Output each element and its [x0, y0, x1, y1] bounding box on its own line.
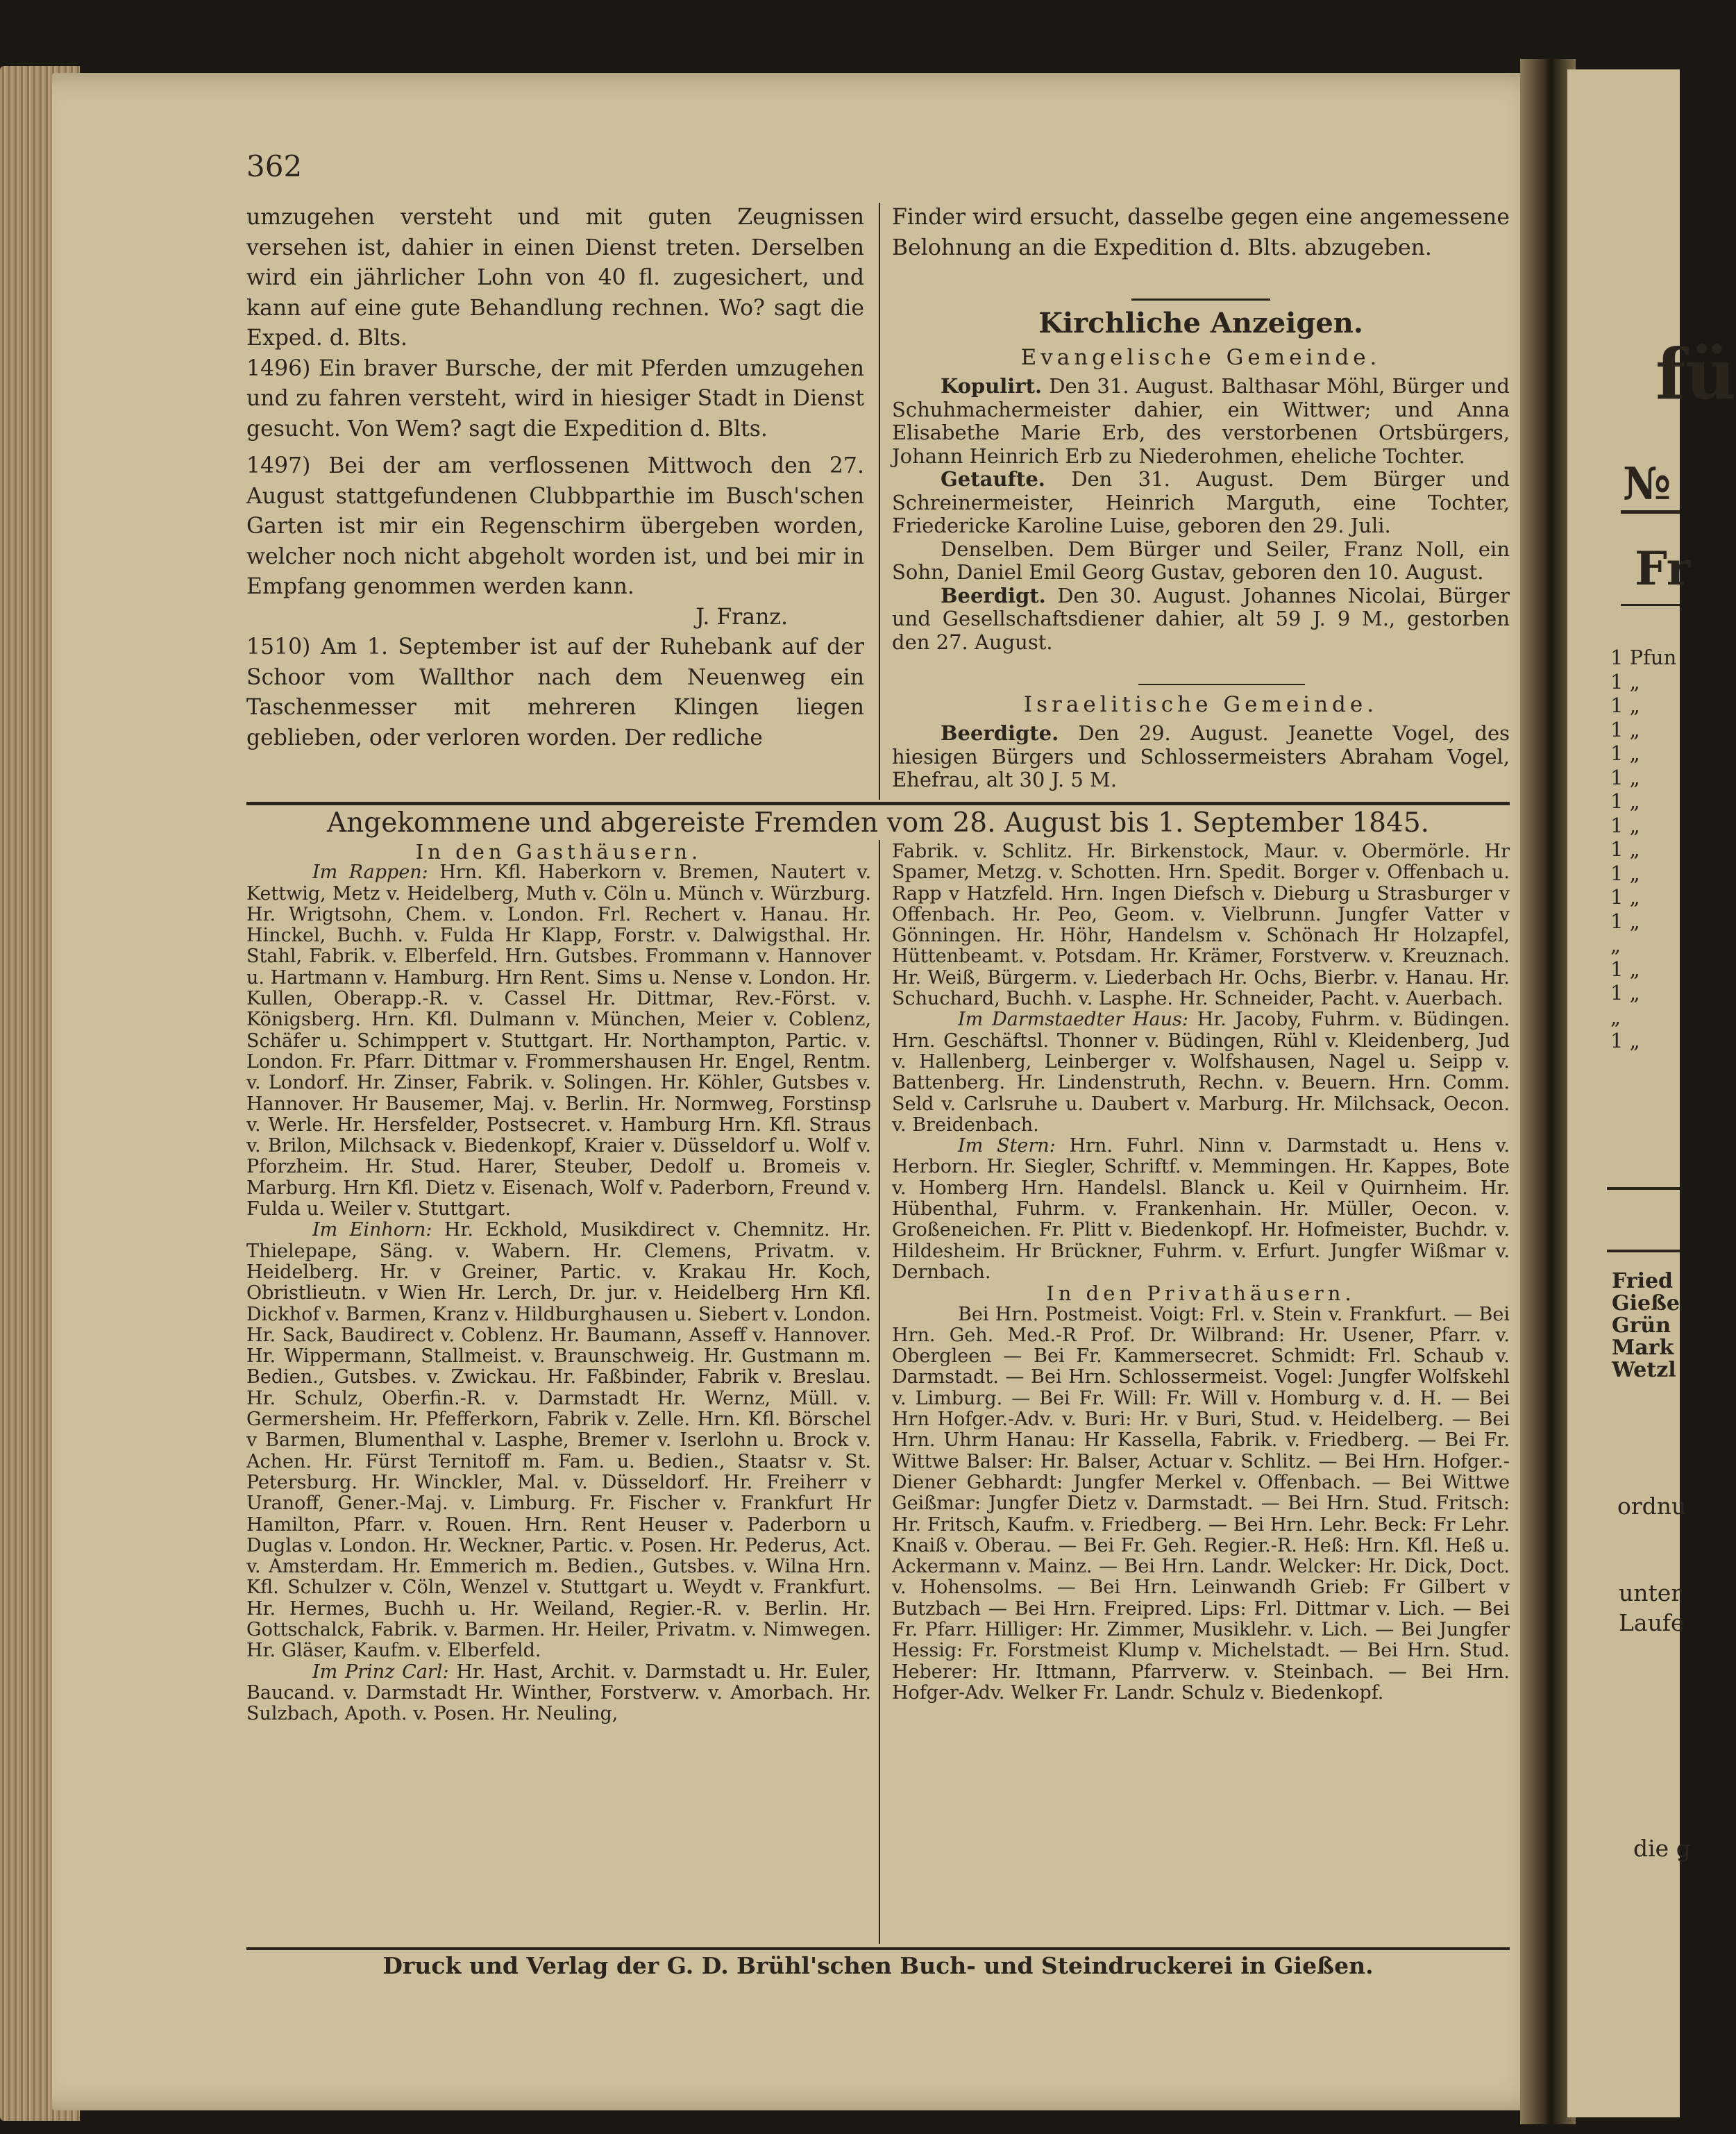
next-page-head1: fü	[1655, 333, 1736, 415]
next-page-rule4	[1607, 1250, 1680, 1252]
strangers-title: Angekommene und abgereiste Fremden vom 28. August bis 1. September 1845.	[326, 807, 1430, 839]
column-divider	[879, 203, 880, 800]
evangelical-heading: Evangelische Gemeinde.	[1020, 345, 1381, 370]
name-item: Fried	[1612, 1269, 1674, 1293]
church-title: Kirchliche Anzeigen.	[1038, 307, 1363, 339]
list-item: 1 „	[1610, 885, 1640, 909]
beerdigte-text: Den 29. August. Jeanette Vogel, des hiesigen Bürgers und Schlossermeisters Abraham Vogel, Ehefrau, alt 30 J. 5 M.	[892, 721, 1510, 791]
next-page-head2: №	[1623, 458, 1671, 510]
next-page-rule1	[1621, 510, 1680, 514]
stern-label: Im Stern:	[958, 1135, 1056, 1157]
name-item: Grün	[1612, 1313, 1671, 1338]
footer-rule	[246, 1947, 1510, 1950]
rappen-label: Im Rappen:	[312, 862, 428, 884]
next-page-word2: unter	[1619, 1579, 1683, 1606]
next-page-word4: die g	[1633, 1835, 1691, 1862]
getaufte-text: Den 31. August. Dem Bürger und Schreinermeister, Heinrich Marguth, eine Tochter, Friedericke Karoline Luise, geboren den 29. Juli.	[892, 467, 1510, 537]
darmstaedter-text: Hr. Jacoby, Fuhrm. v. Büdingen. Hrn. Geschäftsl. Thonner v. Büdingen, Rühl v. Kleidenberg, Jud v. Hallenberg, Leinberger v. Wolfshausen, Nagel u. Seipp v. Battenberg. Hr. Lindenstruth, Rechn. v. Beuern. Hrn. Comm. Seld v. Carlsruhe u. Daubert v. Marburg. Hr. Milchsack, Oecon. v. Breidenbach.	[892, 1009, 1510, 1136]
church-notices	[892, 375, 1510, 654]
column-divider-lower	[879, 840, 880, 1944]
list-item: 1 „	[1610, 981, 1640, 1005]
list-item: 1 „	[1610, 1029, 1640, 1052]
name-item: Mark	[1612, 1336, 1674, 1360]
kopulirt-text: Den 31. August. Balthasar Möhl, Bürger und Schuhmachermeister dahier, ein Wittwer; und Anna Elisabethe Marie Erb, des verstorbenen Ortsbürgers, Johann Heinrich Erb zu Niederohmen, eheliche Tochter.	[892, 374, 1510, 468]
denselben-text: Denselben. Dem Bürger und Seiler, Franz Noll, ein Sohn, Daniel Emil Georg Gustav, geboren den 10. August.	[892, 537, 1510, 584]
rappen-text: Hrn. Kfl. Haberkorn v. Bremen, Nautert v. Kettwig, Metz v. Heidelberg, Muth v. Cöln u. Münch v. Würzburg. Hr. Wrigtsohn, Chem. v. London. Frl. Rechert v. Hanau. Hr. Hinckel, Buchh. v. Fulda Hr Klapp, Forstr. v. Dalwigsthal. Hr. Stahl, Fabrik. v. Elberfeld. Hrn. Gutsbes. Frommann v. Hannover u. Hartmann v. Hamburg. Hrn Rent. Sims u. Nense v. London. Hr. Kullen, Oberapp.-R. v. Cassel Hr. Dittmar, Rev.-Först. v. Königsberg. Hrn. Kfl. Dulmann v. München, Meier v. Coblenz, Schäfer u. Schimppert v. Stuttgart. Hr. Northampton, Partic. v. London. Fr. Pfarr. Dittmar v. Frommershausen Hr. Engel, Rentm. v. Londorf. Hr. Zinser, Fabrik. v. Solingen. Hr. Köhler, Gutsbes v. Hannover. Hr Bausemer, Maj. v. Berlin. Hr. Normweg, Forstinsp v. Werle. Hr. Hersfelder, Postsecret. v. Hamburg Hrn. Kfl. Straus v. Brilon, Milchsack v. Biedenkopf, Kraier v. Düsseldorf u. Wolf v. Pforzheim. Hr. Stud. Harer, Steuber, Dedolf u. Bromeis v. Marburg. Hrn Kfl. Dietz v. Eisenach, Wolf v. Paderborn, Freund v. Fulda u. Weiler v. Stuttgart.	[246, 862, 871, 1220]
list-item: 1 „	[1610, 694, 1640, 717]
finder-text: Finder wird ersucht, dasselbe gegen eine angemessene Belohnung an die Expedition d. Blts. abzugeben.	[892, 205, 1510, 260]
darmstaedter-label: Im Darmstaedter Haus:	[958, 1009, 1188, 1031]
ad-1510: 1510) Am 1. September ist auf der Ruhebank auf der Schoor vom Wallthor nach dem Neuenweg ein Taschenmesser mit mehreren Klingen liegen geblieben, oder verloren worden. Der redliche	[246, 635, 864, 750]
imprint: Druck und Verlag der G. D. Brühl'schen Buch- und Steindruckerei in Gießen.	[382, 1952, 1374, 1979]
left-column	[246, 203, 864, 753]
list-item: 1 „	[1610, 765, 1640, 789]
list-item: 1 „	[1610, 789, 1640, 813]
list-item: 1 „	[1610, 861, 1640, 885]
name-item: Gieße	[1612, 1291, 1680, 1316]
prinz-carl-text: Hr. Hast, Archit. v. Darmstadt u. Hr. Euler, Baucand. v. Darmstadt Hr. Winther, Forstverw. v. Amorbach. Hr. Sulzbach, Apoth. v. Posen. Hr. Neuling,	[246, 1661, 871, 1725]
gasthaeuser-heading: In den Gasthäusern.	[415, 840, 702, 864]
next-page-word1: ordnu	[1617, 1493, 1687, 1520]
list-item: 1 „	[1610, 909, 1640, 933]
page-number: 362	[246, 149, 303, 183]
ad-1497: 1497) Bei der am verflossenen Mittwoch den 27. August stattgefundenen Clubbparthie im Busch'schen Garten ist mir ein Regenschirm übergeben worden, welcher noch nicht abgeholt worden ist, und bei mir in Empfang genommen werden kann.	[246, 453, 864, 599]
list-item: 1 „	[1610, 669, 1640, 694]
section-rule	[1131, 299, 1270, 301]
next-page-head3: Fr	[1635, 541, 1691, 596]
privat-text: Bei Hrn. Postmeist. Voigt: Frl. v. Stein v. Frankfurt. — Bei Hrn. Geh. Med.-R Prof. Dr. Wilbrand: Hr. Usener, Pfarr. v. Obergleen — Bei Fr. Kammersecret. Schmidt: Frl. Schaub v. Darmstadt. — Bei Hrn. Schlossermeist. Vogel: Jungfer Wolfskehl v. Limburg. — Bei Fr. Will: Fr. Will v. Homburg v. d. H. — Bei Hrn Hofger.-Adv. v. Buri: Hr. v Buri, Stud. v. Heidelberg. — Bei Hrn. Uhrm Hanau: Hr Kassella, Fabrik. v. Friedberg. — Bei Fr. Wittwe Balser: Hr. Balser, Actuar v. Schlitz. — Bei Hrn. Hofger.-Diener Gebhardt: Jungfer Merkel v. Offenbach. — Bei Wittwe Geißmar: Jungfer Dietz v. Darmstadt. — Bei Hrn. Stud. Fritsch: Hr. Fritsch, Kaufm. v. Friedberg. — Bei Hrn. Lehr. Beck: Fr Lehr. Knaiß v. Oberau. — Bei Fr. Geh. Regier.-R. Heß: Hrn. Kfl. Heß u. Ackermann v. Mainz. — Bei Hrn. Landr. Welcker: Hr. Dick, Doct. v. Hohensolms. — Bei Hrn. Leinwandh Grieb: Fr Gilbert v Butzbach — Bei Hrn. Freipred. Lips: Frl. Dittmar v. Lich. — Bei Fr. Pfarr. Hilliger: Hr. Zimmer, Musiklehr. v. Lich. — Bei Jungfer Hessig: Fr. Forstmeist Klump v. Michelstadt. — Bei Hrn. Stud. Heberer: Hr. Ittmann, Pfarrverw. v. Steinbach. — Bei Hrn. Hofger-Adv. Welker Fr. Landr. Schulz v. Biedenkopf.	[892, 1303, 1510, 1704]
list-item: 1 „	[1610, 717, 1640, 741]
next-page-rule3	[1607, 1187, 1680, 1190]
israelite-heading: Israelitische Gemeinde.	[1023, 692, 1379, 717]
next-page-rule2	[1621, 604, 1680, 606]
strangers-rule	[246, 802, 1510, 805]
next-page-list	[1610, 646, 1680, 1053]
list-item: „	[1610, 1005, 1621, 1029]
ad-1496: 1496) Ein braver Bursche, der mit Pferden umzugehen und zu fahren versteht, wird in hiesiger Stadt in Dienst gesucht. Von Wem? sagt die Expedition d. Blts.	[246, 355, 864, 442]
next-page-word3: Laufe	[1619, 1609, 1685, 1636]
stern-text: Hrn. Fuhrl. Ninn v. Darmstadt u. Hens v. Herborn. Hr. Siegler, Schriftf. v. Memmingen. Hr. Kappes, Bote v. Homberg Hrn. Handelsl. Blanck u. Keil v Quirnheim. Hr. Hübenthal, Fuhrm. v. Frankenhain. Hr. Müller, Oecon. v. Großeneichen. Fr. Plitt v. Biedenkopf. Hr. Hofmeister, Buchdr. v. Hildesheim. Hr Brückner, Fuhrm. v. Erfurt. Jungfer Wißmar v. Dernbach.	[892, 1135, 1510, 1283]
einhorn-text: Hr. Eckhold, Musikdirect v. Chemnitz. Hr. Thielepape, Säng. v. Wabern. Hr. Clemens, Privatm. v. Heidelberg. Hr. v Greiner, Partic. v. Krakau Hr. Koch, Obristlieutn. v Wien Hr. Lerch, Dr. jur. v. Heidelberg Hrn Kfl. Dickhof v. Barmen, Kranz v. Hildburghausen u. Siebert v. London. Hr. Sack, Baudirect v. Coblenz. Hr. Baumann, Asseff v. Hannover. Hr. Wippermann, Stallmeist. v. Braunschweig. Hr. Gustmann m. Bedien., Gutsbes. v. Zwickau. Hr. Faßbinder, Fabrik v. Breslau. Hr. Schulz, Oberfin.-R. v. Darmstadt Hr. Wernz, Müll. v. Germersheim. Hr. Pfefferkorn, Fabrik v. Zelle. Hrn. Kfl. Börschel v Barmen, Blumenthal v. Lasphe, Bremer v. Iserlohn u. Brock v. Achen. Hr. Fürst Ternitoff m. Fam. u. Bedien., Staatsr v. St. Petersburg. Hr. Winckler, Mal. v. Düsseldorf. Hr. Freiherr v Uranoff, Gener.-Maj. v. Limburg. Fr. Fischer v. Frankfurt Hr Hamilton, Pfarr. v. Rouen. Hrn. Rent Heuser v. Paderborn u Duglas v. London. Hr. Weckner, Partic. v. Posen. Hr. Pederus, Act. v. Amsterdam. Hr. Emmerich m. Bedien., Gutsbes. v. Wilna Hrn. Kfl. Schulzer v. Cöln, Wenzel v. Stuttgart u. Weydt v. Frankfurt. Hr. Hermes, Buchh u. Hr. Weiland, Regier.-R. v. Berlin. Hr. Gottschalck, Fabrik. v. Barmen. Hr. Heiler, Privatm. v. Nimwegen. Hr. Gläser, Kaufm. v. Elberfeld.	[246, 1219, 871, 1662]
list-item: 1 Pfun	[1610, 646, 1677, 669]
beerdigte-label: Beerdigte.	[941, 721, 1059, 745]
next-page-names	[1612, 1270, 1680, 1381]
list-item: 1 „	[1610, 741, 1640, 765]
ad-continued: umzugehen versteht und mit guten Zeugnissen versehen ist, dahier in einen Dienst treten. Derselben wird ein jährlicher Lohn von 40 fl. zugesichert, und kann auf eine gute Behandlung rechnen. Wo? sagt die Exped. d. Blts.	[246, 205, 864, 351]
ad-1497-signature: J. Franz.	[696, 604, 788, 630]
kopulirt-label: Kopulirt.	[941, 374, 1043, 398]
beerdigt-text: Den 30. August. Johannes Nicolai, Bürger und Gesellschaftsdiener dahier, alt 59 J. 9 M., gestorben den 27. August.	[892, 583, 1510, 654]
list-item: „	[1610, 933, 1621, 957]
section-rule-small	[1138, 684, 1305, 685]
einhorn-label: Im Einhorn:	[312, 1219, 432, 1241]
prinz-carl-label: Im Prinz Carl:	[312, 1661, 449, 1683]
israelite-notices	[892, 722, 1510, 792]
list-item: 1 „	[1610, 837, 1640, 861]
name-item: Wetzl	[1612, 1358, 1676, 1382]
strangers-left-column	[246, 841, 871, 1724]
privat-heading: In den Privathäusern.	[1046, 1282, 1356, 1306]
list-item: 1 „	[1610, 813, 1640, 837]
strangers-right-column	[892, 841, 1510, 1704]
getaufte-label: Getaufte.	[941, 467, 1045, 491]
beerdigt-label: Beerdigt.	[941, 583, 1046, 607]
strangers-continued: Fabrik. v. Schlitz. Hr. Birkenstock, Maur. v. Obermörle. Hr Spamer, Metzg. v. Schotten. Hrn. Spedit. Borger v. Offenbach u. Rapp v Hatzfeld. Hrn. Ingen Diefsch v. Dieburg u Strasburger v Offenbach. Hr. Peo, Geom. v. Vielbrunn. Jungfer Vatter v Gönningen. Hr. Höhr, Handelsm v. Schönach Hr Holzapfel, Hüttenbeamt. v. Potsdam. Hr. Krämer, Forstverw. v. Kreuznach. Hr. Weiß, Bürgerm. v. Liederbach Hr. Ochs, Bierbr. v. Hanau. Hr. Schuchard, Buchh. v. Lasphe. Hr. Schneider, Pacht. v. Auerbach.	[892, 841, 1510, 1010]
list-item: 1 „	[1610, 957, 1640, 981]
